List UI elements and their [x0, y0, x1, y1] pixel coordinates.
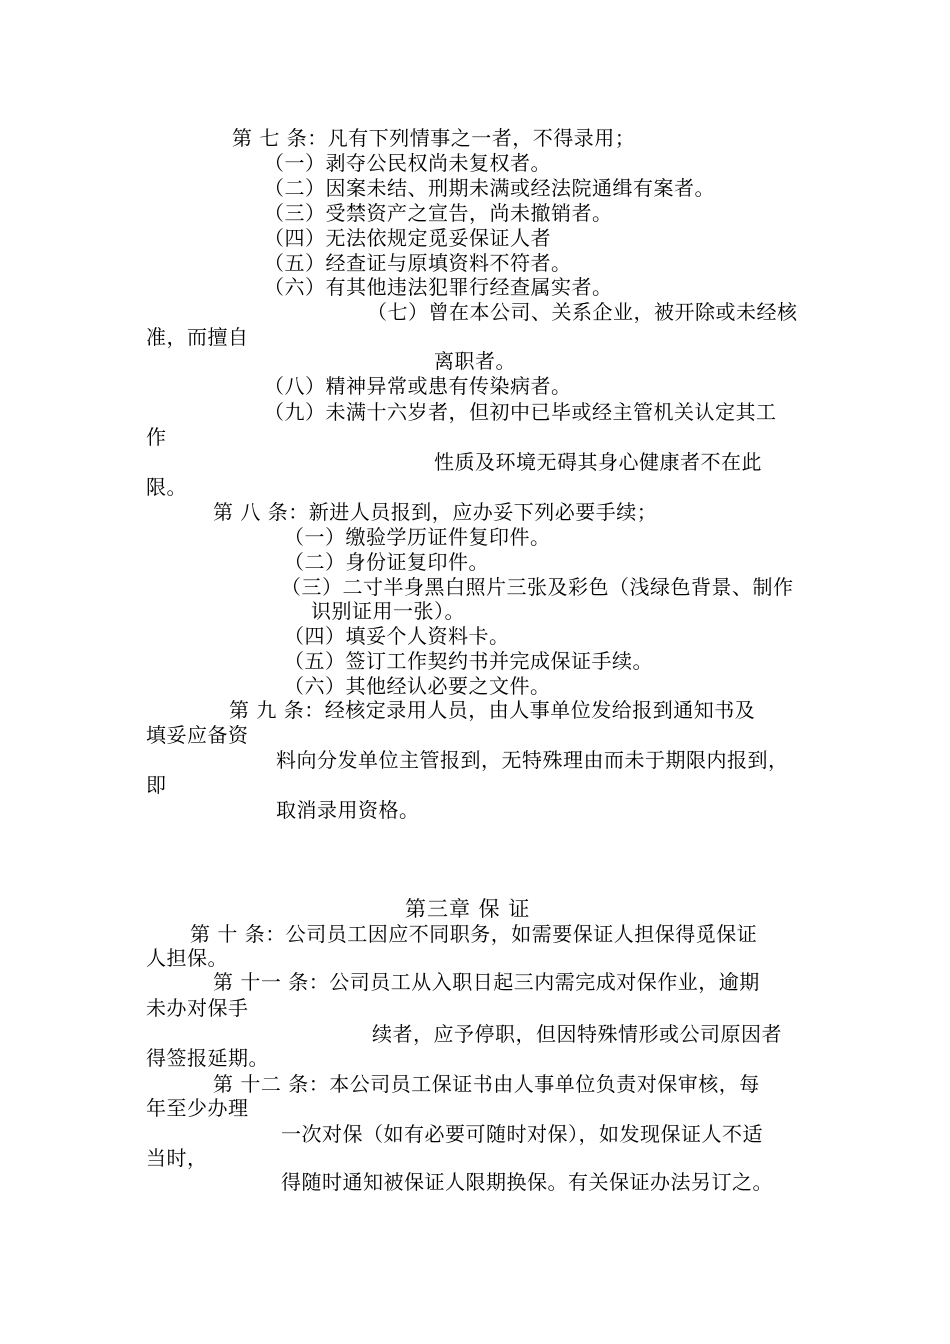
article-12-line-1: 第 十二 条：本公司员工保证书由人事单位负责对保审核，每 [213, 1072, 760, 1096]
article-7-item-5: （五）经查证与原填资料不符者。 [264, 251, 572, 275]
article-8-item-5: （五）签订工作契约书并完成保证手续。 [284, 649, 653, 673]
article-9-line-2: 填妥应备资 [146, 723, 249, 747]
article-7-item-4: （四）无法依规定觅妥保证人者 [264, 226, 551, 250]
article-8-item-3-line-2: 识别证用一张）。 [311, 599, 465, 623]
article-7-item-9-line-2: 作 [146, 425, 167, 449]
article-7-item-8: （八）精神异常或患有传染病者。 [264, 374, 572, 398]
article-8-item-1: （一）缴验学历证件复印件。 [284, 525, 551, 549]
article-12-line-2: 年至少办理 [146, 1096, 249, 1120]
article-12-line-5: 得随时通知被保证人限期换保。有关保证办法另订之。 [281, 1170, 773, 1194]
article-11-line-2: 未办对保手 [146, 996, 249, 1020]
article-7-item-6: （六）有其他违法犯罪行经查属实者。 [264, 275, 613, 299]
article-7-item-7-line-1: （七）曾在本公司、关系企业，被开除或未经核 [367, 300, 798, 324]
article-8-item-4: （四）填妥个人资料卡。 [284, 624, 510, 648]
chapter-3-title: 第三章 保 证 [405, 897, 531, 921]
article-12-line-3: 一次对保（如有必要可随时对保），如发现保证人不适 [281, 1122, 763, 1146]
article-7-item-9-line-4: 限。 [146, 475, 187, 499]
article-9-line-1: 第 九 条：经核定录用人员，由人事单位发给报到通知书及 [229, 698, 756, 722]
article-9-line-4: 即 [146, 773, 167, 797]
article-7-item-9-line-1: （九）未满十六岁者，但初中已毕或经主管机关认定其工 [264, 400, 777, 424]
article-11-line-1: 第 十一 条：公司员工从入职日起三内需完成对保作业，逾期 [213, 970, 760, 994]
article-10-line-1: 第 十 条：公司员工因应不同职务，如需要保证人担保得觅保证 [190, 922, 758, 946]
article-10-line-2: 人担保。 [146, 946, 228, 970]
article-8-item-2: （二）身份证复印件。 [284, 550, 489, 574]
article-11-line-4: 得签报延期。 [146, 1046, 269, 1070]
article-9-line-3: 料向分发单位主管报到，无特殊理由而未于期限内报到， [276, 748, 789, 772]
article-7-item-7-line-3: 离职者。 [434, 349, 516, 373]
article-12-line-4: 当时， [146, 1146, 208, 1170]
article-9-line-5: 取消录用资格。 [276, 798, 420, 822]
article-7-heading: 第 七 条：凡有下列情事之一者，不得录用； [232, 126, 636, 150]
article-7-item-7-line-2: 准，而擅自 [146, 325, 249, 349]
article-7-item-1: （一）剥夺公民权尚未复权者。 [264, 151, 551, 175]
article-7-item-9-line-3: 性质及环境无碍其身心健康者不在此 [434, 450, 762, 474]
article-7-item-3: （三）受禁资产之宣告，尚未撤销者。 [264, 201, 613, 225]
article-11-line-3: 续者，应予停职，但因特殊情形或公司原因者 [372, 1022, 782, 1046]
article-8-item-6: （六）其他经认必要之文件。 [284, 674, 551, 698]
article-8-item-3-line-1: （三）二寸半身黑白照片三张及彩色（浅绿色背景、制作 [281, 575, 794, 599]
article-7-item-2: （二）因案未结、刑期未满或经法院通缉有案者。 [264, 176, 715, 200]
article-8-heading: 第 八 条：新进人员报到，应办妥下列必要手续； [213, 500, 658, 524]
